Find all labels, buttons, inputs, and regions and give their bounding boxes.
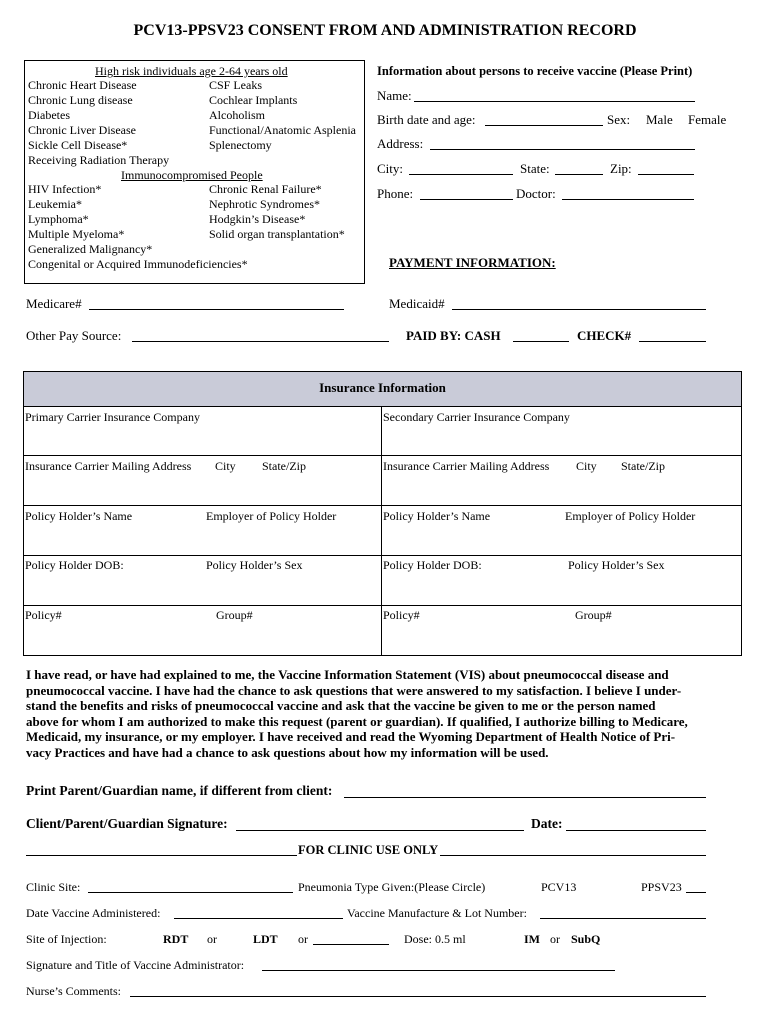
primary-holder-name-cell[interactable]: Policy Holder’s Name <box>25 509 133 523</box>
dose-label: Dose: 0.5 ml <box>404 932 466 946</box>
ldt-option[interactable]: LDT <box>253 932 278 946</box>
name-field[interactable] <box>414 101 695 102</box>
sex-label: Sex: <box>607 112 631 127</box>
immuno-right-list <box>209 182 345 242</box>
other-pay-field[interactable] <box>132 341 389 342</box>
immuno-heading: Immunocompromised People <box>121 168 263 182</box>
check-field[interactable] <box>639 341 706 342</box>
rdt-option[interactable]: RDT <box>163 932 189 946</box>
secondary-carrier-cell[interactable]: Secondary Carrier Insurance Company <box>383 410 570 424</box>
condition-item: Generalized Malignancy* <box>28 242 153 256</box>
condition-item: Sickle Cell Disease* <box>28 138 128 152</box>
high-risk-right-list <box>209 78 356 153</box>
condition-item: Functional/Anatomic Asplenia <box>209 123 356 137</box>
medicare-field[interactable] <box>89 309 344 310</box>
check-label: CHECK# <box>577 328 632 343</box>
condition-item: Cochlear Implants <box>209 93 298 107</box>
condition-item: Multiple Myeloma* <box>28 227 125 241</box>
secondary-holder-dob-cell[interactable]: Policy Holder DOB: <box>383 558 482 572</box>
insurance-table <box>23 371 742 656</box>
doctor-field[interactable] <box>562 199 694 200</box>
condition-item: Congenital or Acquired Immunodeficiencies* <box>28 257 248 271</box>
print-name-field[interactable] <box>344 797 706 798</box>
condition-item: Leukemia* <box>28 197 82 211</box>
condition-item: Alcoholism <box>209 108 265 122</box>
condition-item: Chronic Renal Failure* <box>209 182 322 196</box>
primary-group-cell[interactable]: Group# <box>216 608 253 622</box>
condition-item: Splenectomy <box>209 138 272 152</box>
ppsv23-underline <box>686 892 706 893</box>
city-field[interactable] <box>409 174 513 175</box>
birth-field[interactable] <box>485 125 603 126</box>
date-field[interactable] <box>566 830 706 831</box>
primary-city-label: City <box>215 459 236 473</box>
cash-field[interactable] <box>513 341 569 342</box>
pcv13-option[interactable]: PCV13 <box>541 880 577 894</box>
condition-item: Receiving Radiation Therapy <box>28 153 170 167</box>
nurse-comments-field[interactable] <box>130 996 706 997</box>
secondary-city-label: City <box>576 459 597 473</box>
or-text: or <box>298 932 308 946</box>
medicare-label: Medicare# <box>26 296 82 311</box>
ppsv23-option[interactable]: PPSV23 <box>641 880 682 894</box>
sex-female-option[interactable]: Female <box>688 112 727 127</box>
print-name-label: Print Parent/Guardian name, if different from client: <box>26 783 333 798</box>
or-text: or <box>550 932 560 946</box>
signature-field[interactable] <box>236 830 524 831</box>
im-option[interactable]: IM <box>524 932 540 946</box>
admin-signature-field[interactable] <box>262 970 615 971</box>
clinic-heading: FOR CLINIC USE ONLY <box>298 843 439 857</box>
lot-field[interactable] <box>540 918 706 919</box>
condition-item: Solid organ transplantation* <box>209 227 345 241</box>
or-text: or <box>207 932 217 946</box>
condition-item: Hodgkin’s Disease* <box>209 212 306 226</box>
consent-line: pneumococcal vaccine. I have had the chance to ask questions that were answered to my satisfaction. I believe I under- <box>26 682 682 698</box>
phone-field[interactable] <box>420 199 513 200</box>
consent-line: vacy Practices and have had a chance to ask questions about how my information will be used. <box>26 744 549 760</box>
primary-policy-cell[interactable]: Policy# <box>25 608 62 622</box>
primary-holder-sex-cell[interactable]: Policy Holder’s Sex <box>206 558 303 572</box>
clinic-divider-right <box>440 855 706 856</box>
other-site-field[interactable] <box>313 944 389 945</box>
condition-item: CSF Leaks <box>209 78 263 92</box>
condition-item: Diabetes <box>28 108 70 122</box>
condition-item: Nephrotic Syndromes* <box>209 197 320 211</box>
nurse-comments-label: Nurse’s Comments: <box>26 984 121 998</box>
phone-label: Phone: <box>377 186 414 201</box>
consent-line: Medicaid, my insurance, or my employer. I have received and read the Wyoming Department of Health Notice of Pri- <box>26 729 676 744</box>
doctor-label: Doctor: <box>516 186 556 201</box>
consent-line: stand the benefits and risks of pneumococcal vaccine and ask that the vaccine be given to me or the person named <box>26 698 656 713</box>
high-risk-heading: High risk individuals age 2-64 years old <box>95 64 288 78</box>
lot-label: Vaccine Manufacture & Lot Number: <box>347 906 527 920</box>
insurance-heading: Insurance Information <box>319 380 446 395</box>
consent-paragraph <box>26 667 742 760</box>
address-field[interactable] <box>430 149 695 150</box>
secondary-state-zip-label: State/Zip <box>621 459 665 473</box>
primary-employer-cell[interactable]: Employer of Policy Holder <box>206 509 337 523</box>
zip-field[interactable] <box>638 174 694 175</box>
date-label: Date: <box>531 816 563 831</box>
insurance-table-header <box>24 372 741 407</box>
consent-line: above for whom I am authorized to make this request (parent or guardian). If qualified, I authorize billing to Medicare, <box>26 713 688 729</box>
zip-label: Zip: <box>610 161 632 176</box>
city-label: City: <box>377 161 404 176</box>
birth-label: Birth date and age: <box>377 112 476 127</box>
medicaid-field[interactable] <box>452 309 706 310</box>
table-divider <box>381 406 382 655</box>
payment-heading: PAYMENT INFORMATION: <box>389 255 556 270</box>
medicaid-label: Medicaid# <box>389 296 445 311</box>
state-field[interactable] <box>555 174 603 175</box>
name-label: Name: <box>377 88 412 103</box>
clinic-site-label: Clinic Site: <box>26 880 81 894</box>
condition-item: Chronic Lung disease <box>28 93 133 107</box>
state-label: State: <box>520 161 550 176</box>
condition-item: HIV Infection* <box>28 182 102 196</box>
site-injection-label: Site of Injection: <box>26 932 107 946</box>
consent-line: I have read, or have had explained to me, the Vaccine Information Statement (VIS) about pneumococcal disease and <box>26 667 669 682</box>
secondary-holder-sex-cell[interactable]: Policy Holder’s Sex <box>568 558 665 572</box>
secondary-mailing-cell[interactable]: Insurance Carrier Mailing Address <box>383 459 550 473</box>
primary-carrier-cell[interactable]: Primary Carrier Insurance Company <box>25 410 200 424</box>
date-admin-field[interactable] <box>174 918 343 919</box>
sex-male-option[interactable]: Male <box>646 112 673 127</box>
condition-item: Lymphoma* <box>28 212 89 226</box>
person-info-heading: Information about persons to receive vaccine (Please Print) <box>377 64 693 78</box>
primary-mailing-cell[interactable]: Insurance Carrier Mailing Address <box>25 459 192 473</box>
type-given-label: Pneumonia Type Given:(Please Circle) <box>298 880 486 894</box>
primary-state-zip-label: State/Zip <box>262 459 306 473</box>
date-admin-label: Date Vaccine Administered: <box>26 906 161 920</box>
secondary-holder-name-cell[interactable]: Policy Holder’s Name <box>383 509 491 523</box>
address-label: Address: <box>377 136 424 151</box>
signature-label: Client/Parent/Guardian Signature: <box>26 816 228 831</box>
secondary-policy-cell[interactable]: Policy# <box>383 608 420 622</box>
clinic-divider-left <box>26 855 297 856</box>
other-pay-label: Other Pay Source: <box>26 328 122 343</box>
subq-option[interactable]: SubQ <box>571 932 601 946</box>
clinic-site-field[interactable] <box>88 892 293 893</box>
secondary-group-cell[interactable]: Group# <box>575 608 612 622</box>
primary-holder-dob-cell[interactable]: Policy Holder DOB: <box>25 558 124 572</box>
condition-item: Chronic Liver Disease <box>28 123 136 137</box>
admin-signature-label: Signature and Title of Vaccine Administrator: <box>26 958 245 972</box>
page-title: PCV13-PPSV23 CONSENT FROM AND ADMINISTRATION RECORD <box>133 22 637 39</box>
secondary-employer-cell[interactable]: Employer of Policy Holder <box>565 509 696 523</box>
paid-cash-label: PAID BY: CASH <box>406 328 501 343</box>
condition-item: Chronic Heart Disease <box>28 78 137 92</box>
high-risk-left-list <box>28 78 169 168</box>
